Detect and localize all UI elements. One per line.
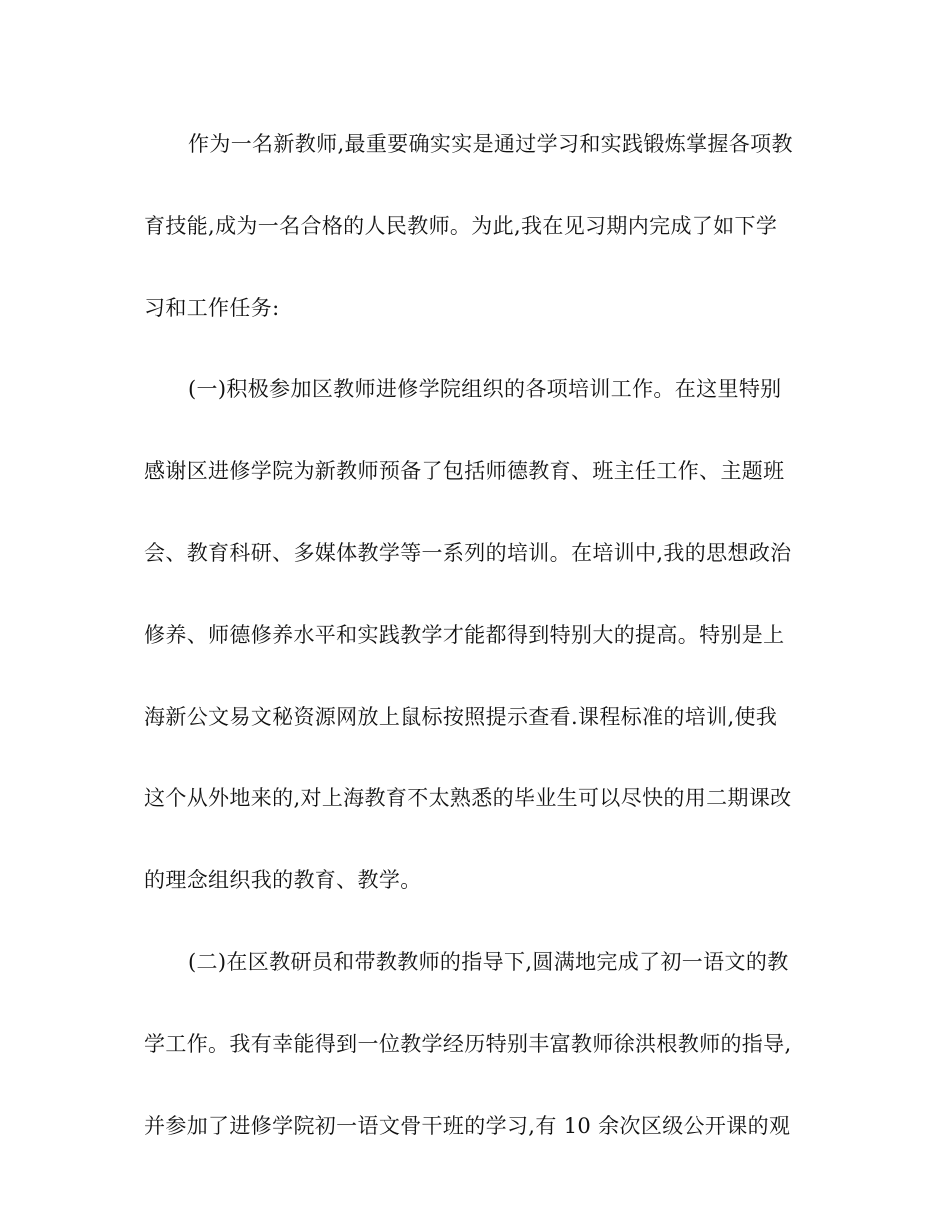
paragraph-2-line-2: 感谢区进修学院为新教师预备了包括师德教育、班主任工作、主题班 bbox=[144, 459, 785, 484]
paragraph-2-line-5: 海新公文易文秘资源网放上鼠标按照提示查看.课程标准的培训,使我 bbox=[144, 704, 778, 729]
paragraph-2-line-6: 这个从外地来的,对上海教育不太熟悉的毕业生可以尽快的用二期课改 bbox=[144, 786, 792, 811]
paragraph-3-line-3: 并参加了进修学院初一语文骨干班的学习,有 10 余次区级公开课的观 bbox=[144, 1113, 791, 1138]
paragraph-1-line-3: 习和工作任务: bbox=[144, 295, 280, 320]
paragraph-2-line-3: 会、教育科研、多媒体教学等一系列的培训。在培训中,我的思想政治 bbox=[144, 540, 792, 565]
paragraph-2-line-7: 的理念组织我的教育、教学。 bbox=[144, 868, 422, 893]
paragraph-1-line-2: 育技能,成为一名合格的人民教师。为此,我在见习期内完成了如下学 bbox=[144, 213, 778, 238]
paragraph-1-line-1: 作为一名新教师,最重要确实实是通过学习和实践锻炼掌握各项教 bbox=[188, 132, 793, 156]
paragraph-3-line-2: 学工作。我有幸能得到一位教学经历特别丰富教师徐洪根教师的指导, bbox=[144, 1031, 792, 1056]
paragraph-2-line-4: 修养、师德修养水平和实践教学才能都得到特别大的提高。特别是上 bbox=[144, 622, 785, 647]
paragraph-3-line-1: (二)在区教研员和带教教师的指导下,圆满地完成了初一语文的教 bbox=[188, 949, 789, 974]
document-body bbox=[144, 120, 810, 1183]
paragraph-2-line-1: (一)积极参加区教师进修学院组织的各项培训工作。在这里特别 bbox=[188, 377, 782, 402]
